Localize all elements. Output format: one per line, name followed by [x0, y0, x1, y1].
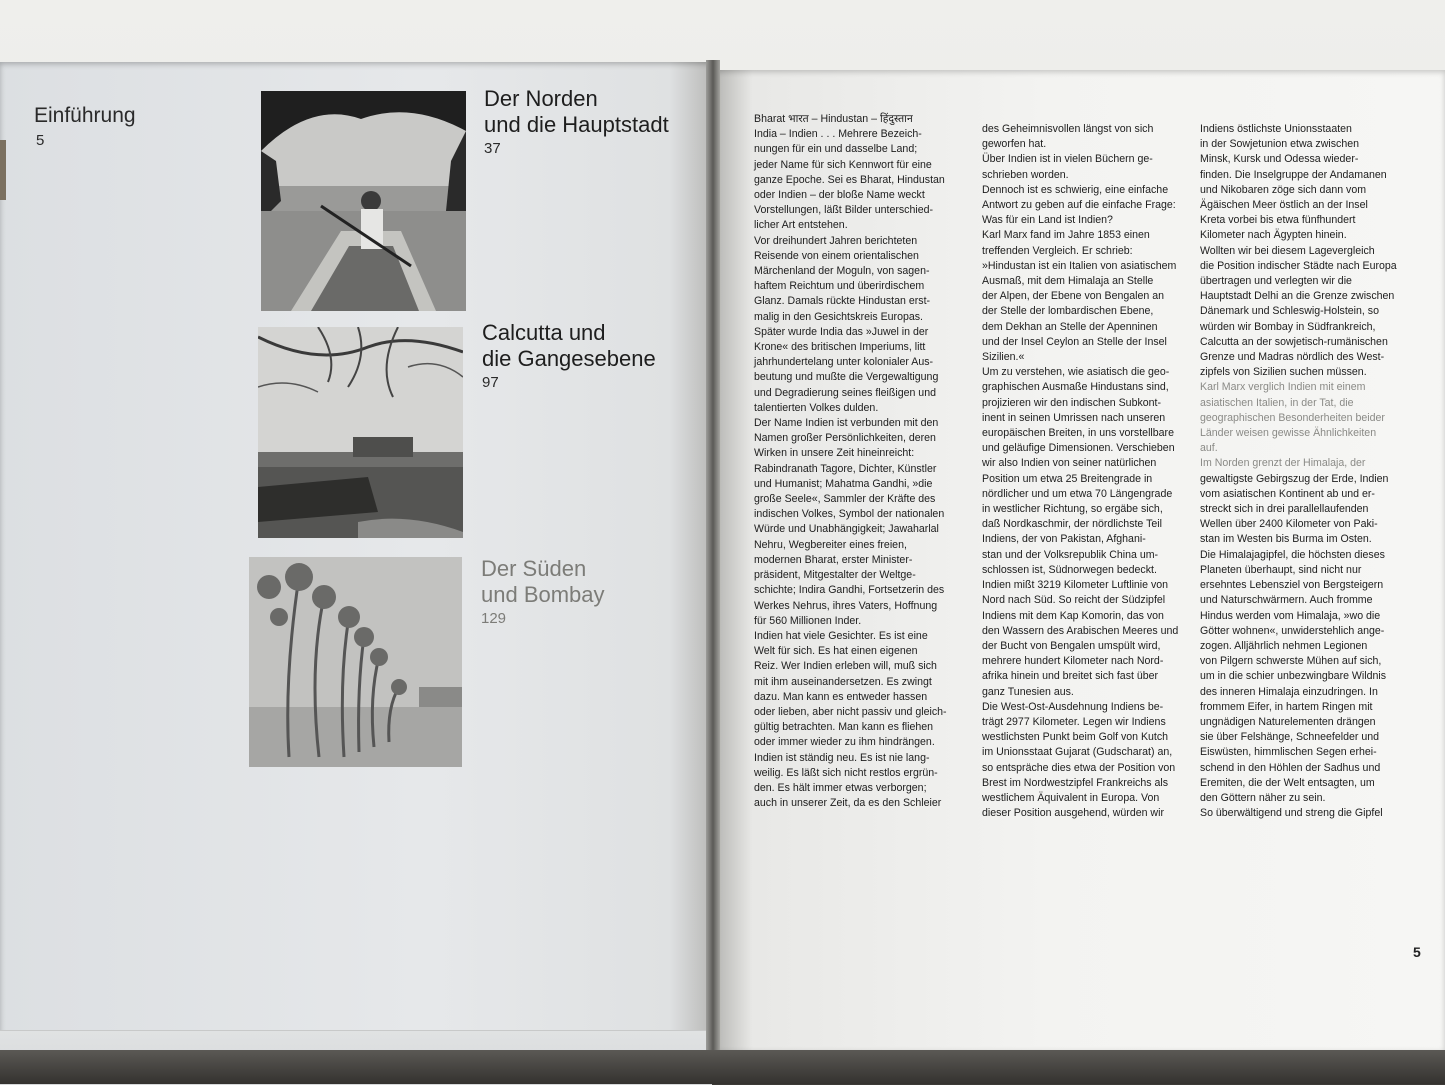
text-line: Reiz. Wer Indien erleben will, muß sich	[754, 660, 937, 673]
text-line: dazu. Man kann es entweder hassen	[754, 690, 928, 703]
text-line: um in die schier unbezwingbare Wildnis	[1200, 670, 1387, 683]
text-line: westlichem Äquivalent in Europa. Von	[982, 791, 1160, 804]
text-line: Der Name Indien ist verbunden mit den	[754, 417, 939, 430]
text-line: in westlicher Richtung, so ergäbe sich,	[982, 503, 1163, 516]
text-line: geworfen hat.	[982, 138, 1047, 151]
page-number: 5	[1413, 944, 1421, 960]
text-line: nördlicher und um etwa 70 Längengrade	[982, 487, 1173, 500]
chapter-page-number: 97	[482, 374, 499, 391]
text-line: Götter wohnen«, unwiderstehlich ange-	[1200, 624, 1385, 637]
text-line: würden wir Bombay in Südfrankreich,	[1200, 320, 1376, 333]
text-line: Werkes Nehrus, ihres Vaters, Hoffnung	[754, 599, 938, 612]
text-line: Indien hat viele Gesichter. Es ist eine	[754, 629, 928, 642]
text-line: ganze Epoche. Sei es Bharat, Hindustan	[754, 173, 945, 186]
text-line: afrika hinein und breitet sich fast über	[982, 670, 1159, 683]
text-line: So überwältigend und streng die Gipfel	[1200, 807, 1383, 820]
text-line: Märchenland der Moguln, von sagen-	[754, 265, 930, 278]
text-line: Antwort zu geben auf die einfache Frage:	[982, 199, 1176, 212]
text-line: Im Norden grenzt der Himalaja, der	[1200, 457, 1366, 470]
intro-page-number: 5	[36, 132, 45, 149]
text-line: in der Sowjetunion etwa zwischen	[1200, 138, 1359, 151]
text-line: dieser Position ausgehend, würden wir	[982, 807, 1164, 820]
text-line: der Alpen, der Ebene von Bengalen an	[982, 290, 1165, 303]
text-line: wir also Indien von seiner natürlichen	[982, 457, 1157, 470]
text-line: europäischen Breiten, in uns vorstellbare	[982, 427, 1174, 440]
text-line: mit ihm auseinandersetzen. Es zwingt	[754, 675, 932, 688]
text-line: Namen großer Persönlichkeiten, deren	[754, 432, 936, 445]
text-line: inent in seinen Umrissen nach unseren	[982, 411, 1166, 424]
book-spine-edge	[0, 140, 6, 200]
text-line: licher Art entstehen.	[754, 219, 848, 232]
text-line: geographischen Besonderheiten beider	[1200, 411, 1385, 424]
text-line: so entspräche dies etwa der Position von	[982, 761, 1176, 774]
text-line: des Geheimnisvollen längst von sich	[982, 123, 1154, 135]
text-line: im Unionsstaat Gujarat (Gudscharat) an,	[982, 746, 1173, 759]
text-line: und geläufige Dimensionen. Verschieben	[982, 442, 1175, 455]
text-line: Hauptstadt Delhi an die Grenze zwischen	[1200, 290, 1395, 303]
text-line: Was für ein Land ist Indien?	[982, 214, 1113, 227]
text-line: präsident, Mitgestalter der Weltge-	[754, 569, 916, 582]
text-line: den Göttern näher zu sein.	[1200, 791, 1326, 804]
text-line: Bharat भारत – Hindustan – हिंदुस्तान	[754, 113, 913, 125]
text-line: »Hindustan ist ein Italien von asiatischem	[982, 259, 1177, 272]
text-line: sie über Felshänge, Schneefelder und	[1200, 731, 1380, 744]
text-line: Indiens östlichste Unionsstaaten	[1200, 123, 1352, 135]
text-line: beutung und mußte die Vergewaltigung	[754, 371, 939, 384]
text-line: Karl Marx fand im Jahre 1853 einen	[982, 229, 1150, 242]
boat-rower-photo-icon	[261, 91, 466, 311]
text-line: haftem Reichtum und überirdischem	[754, 280, 925, 293]
text-line: modernen Bharat, erster Minister-	[754, 553, 913, 566]
text-line: Indien ist ständig neu. Es ist nie lang-	[754, 751, 930, 764]
text-line: zogen. Alljährlich nehmen Legionen	[1200, 639, 1368, 652]
chapter-title-line: Der Süden	[481, 556, 587, 581]
text-line: schrieben worden.	[982, 168, 1069, 181]
text-line: Indiens mit dem Kap Komorin, das von	[982, 609, 1164, 622]
text-line: Vor dreihundert Jahren berichteten	[754, 234, 918, 247]
chapter-title-line: Der Norden	[484, 86, 598, 111]
book-gutter	[706, 60, 720, 1084]
text-line: India – Indien . . . Mehrere Bezeich-	[754, 128, 922, 141]
text-line: Eiswüsten, himmlischen Segen erhei-	[1200, 746, 1377, 759]
text-line: weilig. Es läßt sich nicht restlos ergrün-	[754, 766, 938, 779]
text-line: streckt sich in drei parallellaufenden	[1200, 503, 1369, 516]
text-line: Indiens, der von Pakistan, Afghani-	[982, 533, 1146, 546]
text-line: von Pilgern schwerste Mühen auf sich,	[1200, 655, 1382, 668]
text-line: Würde und Unabhängigkeit; Jawaharlal	[754, 523, 939, 536]
text-line: und Degradierung seines fleißigen und	[754, 386, 936, 399]
text-line: westlichsten Punkt beim Golf von Kutch	[982, 731, 1169, 744]
text-line: Welt für sich. Es hat einen eigenen	[754, 645, 918, 658]
text-line: Glanz. Damals rückte Hindustan erst-	[754, 295, 931, 308]
chapter-title-line: und die Hauptstadt	[484, 112, 669, 137]
text-line: schend in den Höhlen der Sadhus und	[1200, 761, 1381, 774]
text-line: zipfels von Sizilien suchen müssen.	[1200, 366, 1367, 379]
text-line: Hindus werden vom Himalaja, »wo die	[1200, 609, 1381, 622]
text-line: oder immer wieder zu ihm hindrängen.	[754, 736, 935, 749]
text-line: gültig betrachten. Man kann es fliehen	[754, 721, 934, 734]
text-line: des inneren Himalaja einzudringen. In	[1200, 685, 1378, 698]
chapter-page-number: 37	[484, 140, 501, 157]
text-line: den. Es hält immer etwas verborgen;	[754, 781, 927, 794]
text-line: Um zu verstehen, wie asiatisch die geo-	[982, 366, 1170, 379]
text-column-1	[754, 112, 968, 811]
text-line: ganz Tunesien aus.	[982, 685, 1074, 698]
text-line: Reisende von einem orientalischen	[754, 249, 919, 262]
text-line: Calcutta an der sowjetisch-rumänischen	[1200, 335, 1388, 348]
text-line: projizieren wir den indischen Subkont-	[982, 396, 1162, 409]
text-column-3	[1200, 122, 1425, 821]
text-line: graphischen Ausmaße Hindustans sind,	[982, 381, 1169, 394]
text-line: asiatischen Italien, in der Tat, die	[1200, 396, 1354, 409]
text-line: finden. Die Inselgruppe der Andamanen	[1200, 168, 1387, 181]
text-line: treffenden Vergleich. Er schrieb:	[982, 244, 1133, 257]
text-line: Position um etwa 25 Breitengrade in	[982, 472, 1153, 485]
text-line: Dennoch ist es schwierig, eine einfache	[982, 183, 1169, 196]
text-line: gewaltigste Gebirgszug der Erde, Indien	[1200, 472, 1389, 485]
text-line: stan und der Volksrepublik China um-	[982, 548, 1159, 561]
text-line: malig in den Gesichtskreis Europas.	[754, 310, 923, 323]
text-line: den Wassern des Arabischen Meeres und	[982, 624, 1179, 637]
chapter-title-line: die Gangesebene	[482, 346, 656, 371]
text-line: Vorstellungen, läßt Bilder unterschied-	[754, 204, 934, 217]
text-line: Indien mißt 3219 Kilometer Luftlinie von	[982, 579, 1169, 592]
text-line: ungnädigen Naturelementen drängen	[1200, 715, 1376, 728]
chapter-title-line: und Bombay	[481, 582, 605, 607]
text-line: große Seele«, Sammler der Kräfte des	[754, 493, 936, 506]
text-line: Karl Marx verglich Indien mit einem	[1200, 381, 1366, 394]
text-line: daß Nordkaschmir, der nördlichste Teil	[982, 518, 1162, 531]
text-line: schichte; Indira Gandhi, Fortsetzerin des	[754, 584, 945, 597]
text-line: vom asiatischen Kontinent ab und er-	[1200, 487, 1375, 500]
text-line: Über Indien ist in vielen Büchern ge-	[982, 153, 1153, 166]
text-line: die Position indischer Städte nach Europa	[1200, 259, 1397, 272]
text-line: nungen für ein und dasselbe Land;	[754, 143, 918, 156]
text-line: Grenze und Madras nördlich des West-	[1200, 351, 1385, 364]
text-line: auf.	[1200, 442, 1218, 455]
text-line: stan im Westen bis Burma im Osten.	[1200, 533, 1372, 546]
text-line: übertragen und verlegten wir die	[1200, 275, 1352, 288]
text-line: Länder weisen gewisse Ähnlichkeiten	[1200, 427, 1377, 440]
book-cover-edge	[0, 1050, 1445, 1084]
text-line: Planeten überhaupt, sind nicht nur	[1200, 563, 1362, 576]
text-line: Später wurde India das »Juwel in der	[754, 325, 929, 338]
text-line: oder Indien – der bloße Name weckt	[754, 189, 925, 202]
text-line: und Nikobaren zöge sich dann vom	[1200, 183, 1367, 196]
text-line: Nehru, Wegbereiter eines freien,	[754, 538, 907, 551]
text-line: Wirken in unsere Zeit hineinreicht:	[754, 447, 915, 460]
text-line: Rabindranath Tagore, Dichter, Künstler	[754, 462, 937, 475]
text-line: für 560 Millionen Inder.	[754, 614, 862, 627]
text-line: Brest im Nordwestzipfel Frankreichs als	[982, 776, 1169, 789]
text-line: trägt 2977 Kilometer. Legen wir Indiens	[982, 715, 1166, 728]
text-line: dem Dekhan an Stelle der Apenninen	[982, 320, 1158, 333]
text-line: Nord nach Süd. So reicht der Südzipfel	[982, 594, 1166, 607]
text-column-2	[982, 122, 1192, 821]
text-line: jeder Name für sich Kennwort für eine	[754, 158, 932, 171]
text-line: der Stelle der lombardischen Ebene,	[982, 305, 1154, 318]
text-line: und der Insel Ceylon an Stelle der Insel	[982, 335, 1167, 348]
text-line: Krone« des britischen Imperiums, litt	[754, 341, 926, 354]
text-line: Ägäischen Meer östlich an der Insel	[1200, 199, 1368, 212]
text-line: Die Himalajagipfel, die höchsten dieses	[1200, 548, 1385, 561]
intro-title: Einführung	[34, 104, 136, 127]
text-line: auch in unserer Zeit, da es den Schleier	[754, 797, 942, 810]
palm-trees-photo-icon	[249, 557, 462, 767]
text-line: Die West-Ost-Ausdehnung Indiens be-	[982, 700, 1164, 713]
text-line: der Bucht von Bengalen umspült wird,	[982, 639, 1161, 652]
text-line: Sizilien.«	[982, 351, 1025, 364]
text-line: Wollten wir bei diesem Lagevergleich	[1200, 244, 1375, 257]
chapter-title-south	[481, 556, 605, 608]
harbour-ships-photo-icon	[258, 327, 463, 538]
text-line: schlossen ist, Südnorwegen bedeckt.	[982, 563, 1157, 576]
text-line: oder lieben, aber nicht passiv und gleich-	[754, 705, 947, 718]
text-line: Kilometer nach Ägypten hinein.	[1200, 229, 1347, 242]
text-line: und Naturschwärmern. Auch fromme	[1200, 594, 1373, 607]
text-line: Ausmaß, mit dem Himalaja an Stelle	[982, 275, 1154, 288]
chapter-page-number: 129	[481, 610, 507, 627]
text-line: und Humanist; Mahatma Gandhi, »die	[754, 477, 933, 490]
text-line: mehrere hundert Kilometer nach Nord-	[982, 655, 1164, 668]
text-line: Eremiten, die der Welt entsagten, um	[1200, 776, 1375, 789]
chapter-title-line: Calcutta und	[482, 320, 606, 345]
text-line: talentierten Volkes dulden.	[754, 401, 879, 414]
chapter-title-calcutta	[482, 320, 656, 372]
text-line: Minsk, Kursk und Odessa wieder-	[1200, 153, 1359, 166]
text-line: Wellen über 2400 Kilometer von Paki-	[1200, 518, 1378, 531]
chapter-title-north	[484, 86, 669, 138]
text-line: indischen Volkes, Symbol der nationalen	[754, 508, 945, 521]
text-line: Kreta vorbei bis etwa fünfhundert	[1200, 214, 1356, 227]
text-line: Dänemark und Schleswig-Holstein, so	[1200, 305, 1379, 318]
text-line: frommem Eifer, in hartem Ringen mit	[1200, 700, 1373, 713]
text-line: jahrhundertelang unter kolonialer Aus-	[754, 356, 934, 369]
text-line: ersehntes Lebensziel von Bergsteigern	[1200, 579, 1384, 592]
